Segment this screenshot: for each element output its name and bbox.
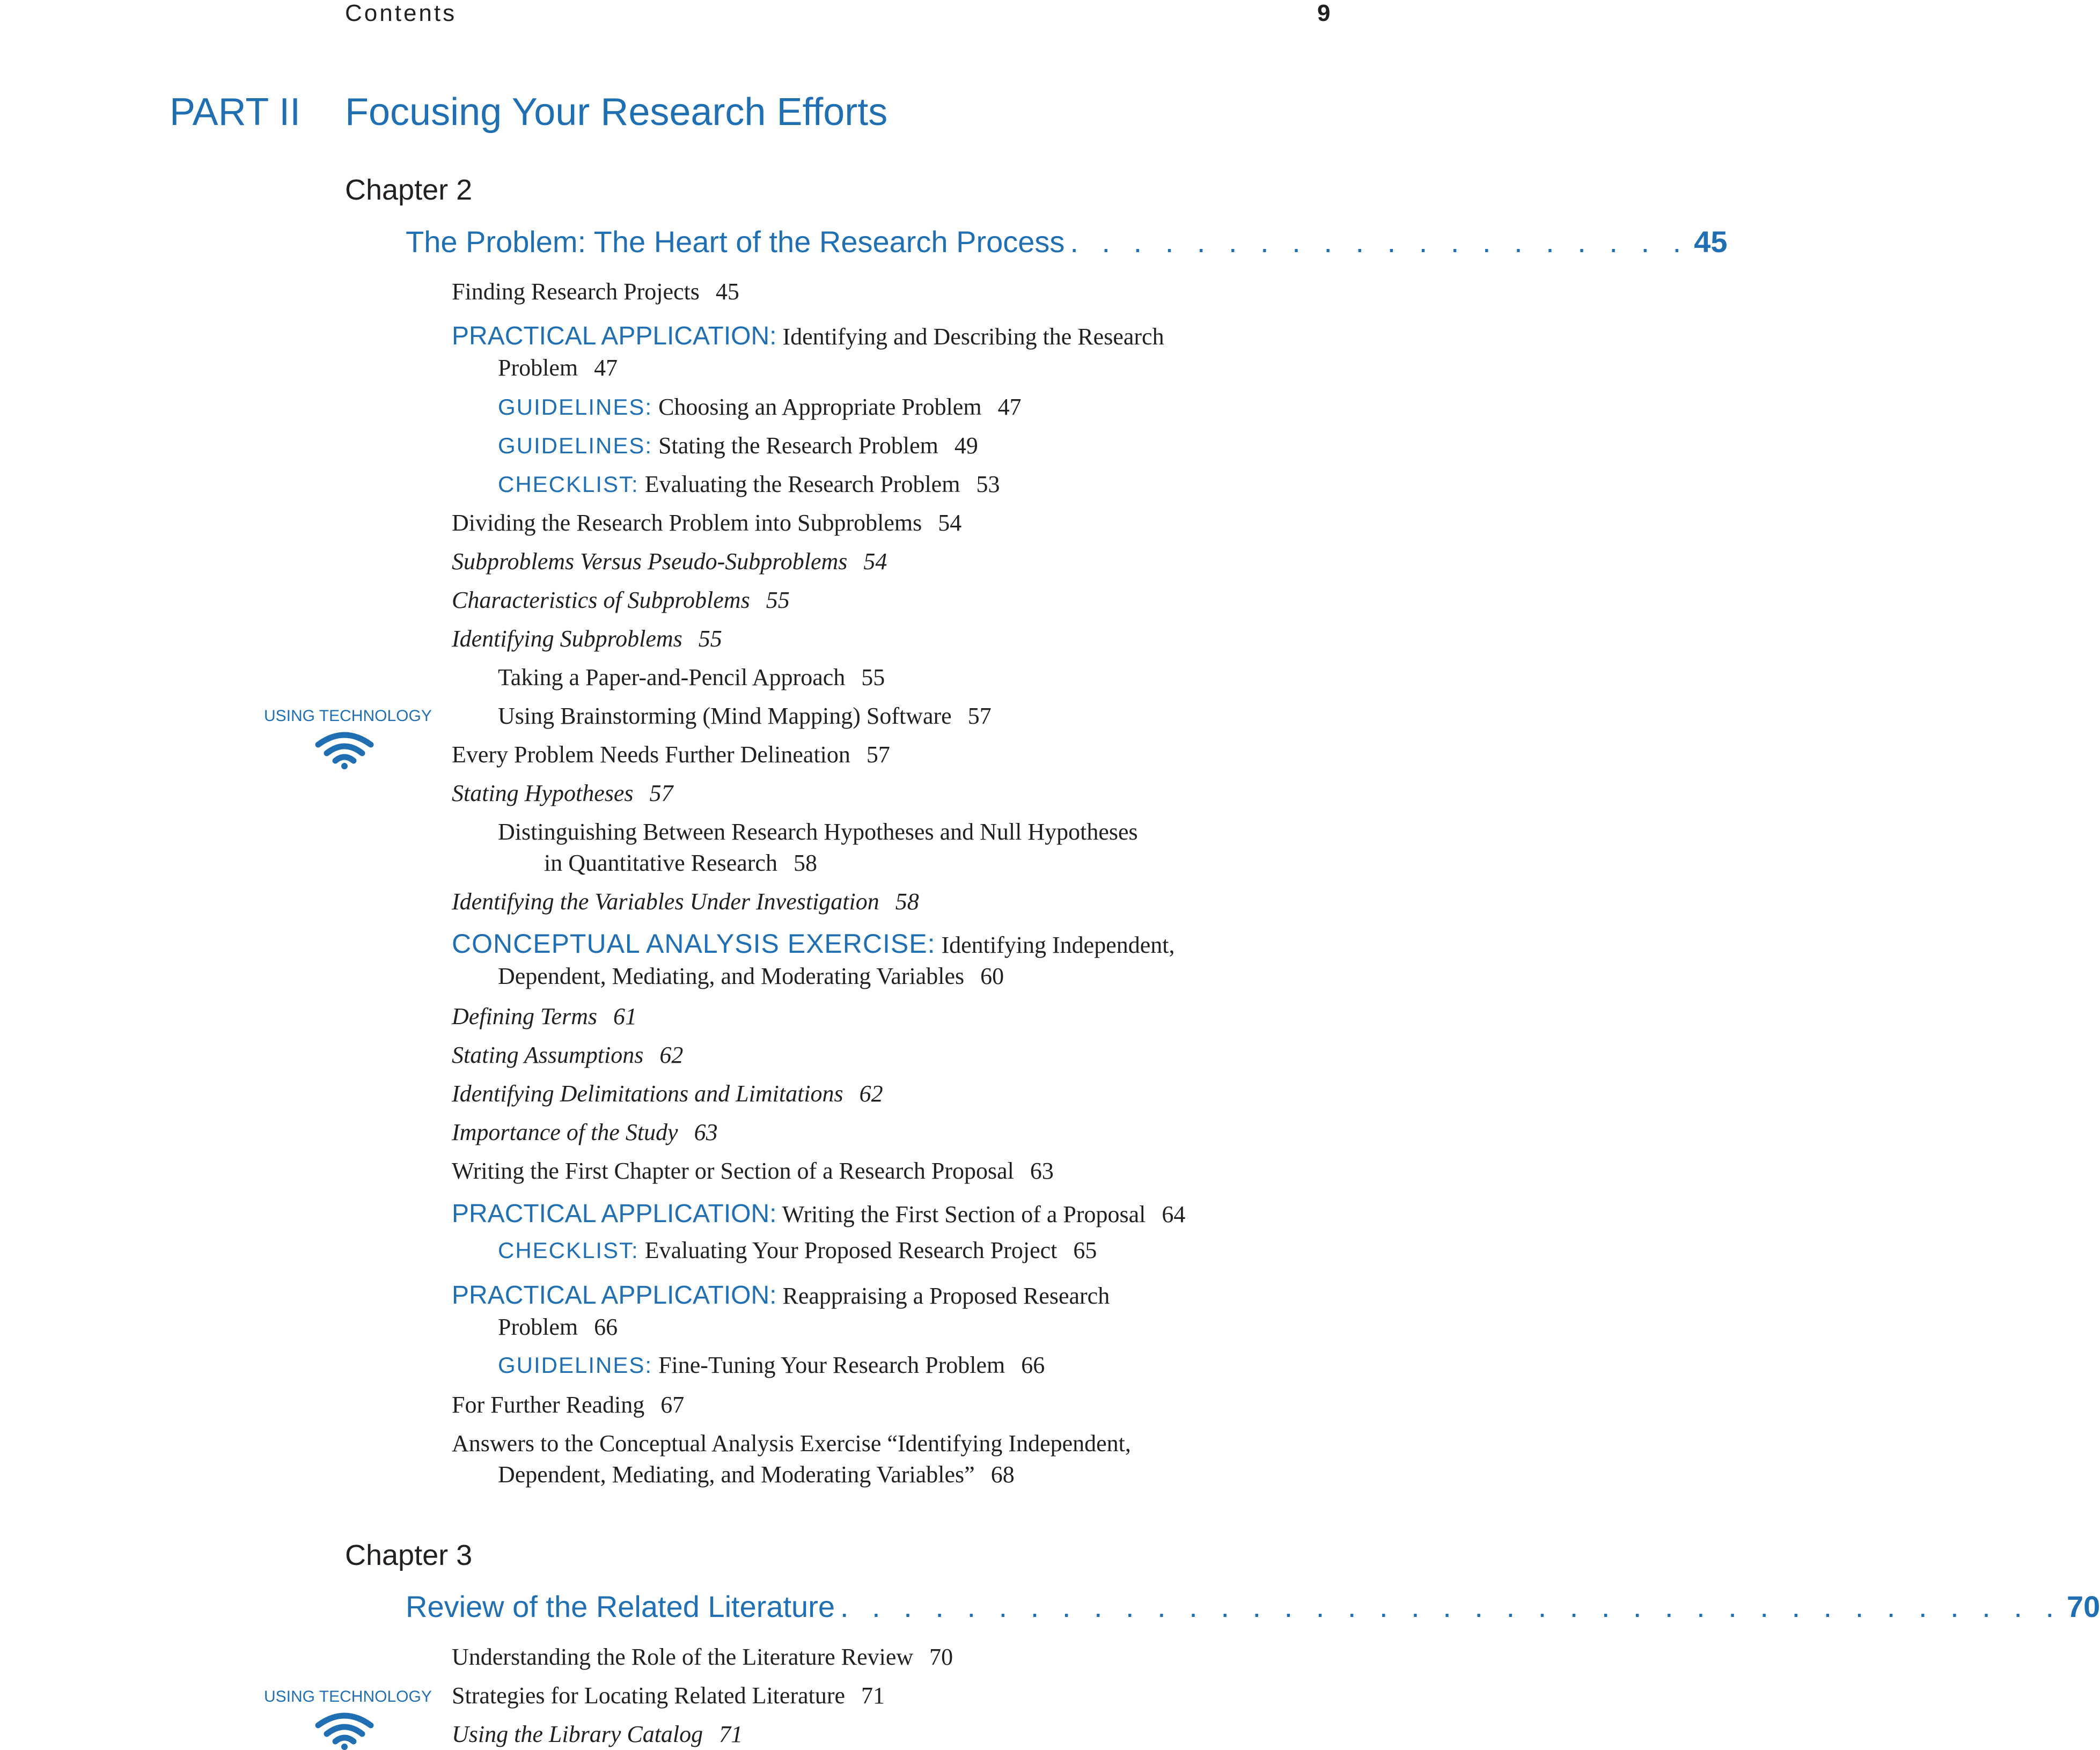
entry-text: Writing the First Section of a Proposal	[776, 1201, 1146, 1227]
toc-entry[interactable]	[452, 276, 739, 307]
toc-entry[interactable]	[498, 1235, 1097, 1266]
toc-entry[interactable]	[452, 928, 1174, 992]
chapter-3-page: 70	[2067, 1590, 2100, 1623]
toc-entry[interactable]	[452, 1280, 1110, 1343]
entry-text: Evaluating Your Proposed Research Project	[638, 1237, 1058, 1263]
practical-application-label: PRACTICAL APPLICATION:	[452, 322, 777, 350]
toc-entry[interactable]	[452, 739, 890, 770]
entry-page: 55	[861, 664, 885, 690]
entry-text: Understanding the Role of the Literature Review	[452, 1644, 914, 1670]
entry-page: 58	[895, 888, 919, 915]
chapter-2-page: 45	[1694, 225, 1728, 259]
entry-text: Importance of the Study	[452, 1119, 678, 1145]
toc-entry[interactable]	[452, 886, 919, 917]
page-number: 9	[1317, 0, 1331, 26]
chapter-3-title-row[interactable]	[406, 1589, 2100, 1624]
toc-entry[interactable]	[498, 701, 992, 732]
entry-text: Identifying the Variables Under Investigation	[452, 888, 879, 915]
entry-text: Identifying Independent,	[935, 932, 1175, 958]
entry-page: 65	[1073, 1237, 1097, 1263]
entry-page: 62	[859, 1080, 883, 1107]
entry-text: Subproblems Versus Pseudo-Subproblems	[452, 548, 848, 575]
toc-entry[interactable]	[452, 1117, 718, 1148]
toc-entry[interactable]	[452, 778, 673, 809]
toc-entry[interactable]	[452, 1198, 1185, 1230]
entry-page: 57	[649, 780, 673, 806]
entry-page: 70	[929, 1644, 953, 1670]
entry-text: Identifying and Describing the Research	[776, 323, 1164, 350]
entry-page: 62	[659, 1042, 684, 1068]
entry-text-continued: Problem	[498, 355, 578, 381]
guidelines-label: GUIDELINES:	[498, 1352, 653, 1378]
toc-entry[interactable]	[452, 321, 1164, 384]
entry-text-continued: Problem	[498, 1314, 578, 1340]
entry-text: Using the Library Catalog	[452, 1721, 703, 1747]
toc-entry[interactable]	[498, 469, 1000, 500]
entry-page: 45	[715, 278, 739, 305]
entry-page: 63	[694, 1119, 718, 1145]
entry-text-continued: Dependent, Mediating, and Moderating Variables	[498, 963, 965, 989]
entry-page: 47	[997, 394, 1022, 420]
toc-entry[interactable]	[452, 1156, 1054, 1187]
entry-page: 49	[954, 432, 978, 459]
toc-entry[interactable]	[452, 1040, 683, 1071]
entry-page: 58	[793, 850, 817, 876]
entry-page: 71	[861, 1682, 885, 1709]
entry-page: 64	[1162, 1201, 1186, 1227]
toc-entry[interactable]	[452, 1389, 684, 1421]
entry-page: 66	[594, 1314, 618, 1340]
using-technology-tag	[264, 707, 432, 769]
practical-application-label: PRACTICAL APPLICATION:	[452, 1200, 777, 1228]
entry-page: 66	[1021, 1352, 1045, 1378]
entry-text: Defining Terms	[452, 1003, 597, 1030]
using-technology-tag	[264, 1688, 432, 1750]
entry-text: Evaluating the Research Problem	[638, 471, 960, 497]
entry-page: 61	[613, 1003, 637, 1030]
practical-application-label: PRACTICAL APPLICATION:	[452, 1281, 777, 1310]
entry-text: Finding Research Projects	[452, 278, 700, 305]
guidelines-label: GUIDELINES:	[498, 394, 653, 420]
entry-text: Identifying Delimitations and Limitations	[452, 1080, 843, 1107]
entry-text: Stating Hypotheses	[452, 780, 634, 806]
entry-text: Characteristics of Subproblems	[452, 587, 750, 613]
toc-entry[interactable]	[452, 585, 790, 616]
entry-page: 54	[938, 510, 962, 536]
entry-text: Choosing an Appropriate Problem	[652, 394, 982, 420]
entry-text: Stating Assumptions	[452, 1042, 644, 1068]
toc-entry[interactable]	[452, 623, 722, 655]
toc-entry[interactable]	[452, 1642, 953, 1673]
entry-text: Distinguishing Between Research Hypotheses and Null Hypotheses	[498, 819, 1138, 845]
entry-text: Identifying Subproblems	[452, 626, 682, 652]
entry-text: Fine-Tuning Your Research Problem	[652, 1352, 1005, 1378]
entry-page: 55	[766, 587, 790, 613]
entry-text: Answers to the Conceptual Analysis Exercise “Identifying Independent,	[452, 1430, 1131, 1457]
toc-entry[interactable]	[452, 546, 887, 577]
entry-text: Stating the Research Problem	[652, 432, 938, 459]
entry-page: 47	[594, 355, 618, 381]
toc-entry[interactable]	[452, 1428, 1131, 1490]
entry-text-continued: Dependent, Mediating, and Moderating Variables”	[498, 1461, 975, 1488]
leader-dots: . . . . . . . . . . . . . . . . . . . . . . . . . . . . . . . . . . . . . . .	[840, 1590, 2062, 1623]
toc-entry[interactable]	[452, 1719, 743, 1750]
leader-dots: . . . . . . . . . . . . . . . . . . . .	[1070, 225, 1689, 259]
toc-entry[interactable]	[452, 1078, 883, 1109]
entry-text: For Further Reading	[452, 1392, 645, 1418]
entry-text: Taking a Paper-and-Pencil Approach	[498, 664, 846, 690]
toc-entry[interactable]	[498, 662, 885, 693]
guidelines-label: GUIDELINES:	[498, 433, 653, 458]
toc-entry[interactable]	[498, 817, 1138, 879]
part-title: Focusing Your Research Efforts	[345, 91, 888, 134]
entry-page: 67	[660, 1392, 685, 1418]
wifi-icon	[315, 1711, 374, 1750]
using-technology-label: USING TECHNOLOGY	[264, 1688, 432, 1705]
entry-page: 54	[863, 548, 887, 575]
entry-text: Dividing the Research Problem into Subproblems	[452, 510, 922, 536]
entry-page: 63	[1030, 1158, 1054, 1184]
entry-text: Using Brainstorming (Mind Mapping) Software	[498, 703, 952, 729]
checklist-label: CHECKLIST:	[498, 472, 639, 497]
checklist-label: CHECKLIST:	[498, 1238, 639, 1263]
entry-text: Reappraising a Proposed Research	[776, 1283, 1110, 1309]
running-head: Contents	[345, 0, 457, 26]
entry-text: Writing the First Chapter or Section of a Research Proposal	[452, 1158, 1014, 1184]
chapter-2-label: Chapter 2	[345, 174, 473, 206]
entry-text: Every Problem Needs Further Delineation	[452, 741, 850, 768]
entry-text: Strategies for Locating Related Literature	[452, 1682, 846, 1709]
toc-entry[interactable]	[452, 508, 961, 539]
entry-page: 57	[866, 741, 890, 768]
toc-entry[interactable]	[498, 392, 1022, 423]
entry-page: 57	[967, 703, 992, 729]
using-technology-label: USING TECHNOLOGY	[264, 707, 432, 725]
chapter-2-title[interactable]: The Problem: The Heart of the Research Process	[406, 225, 1065, 259]
chapter-3-label: Chapter 3	[345, 1539, 473, 1571]
chapter-2-title-row[interactable]	[406, 224, 1728, 259]
toc-entry[interactable]	[498, 1350, 1045, 1381]
entry-page: 71	[719, 1721, 743, 1747]
entry-page: 60	[980, 963, 1004, 989]
entry-page: 68	[990, 1461, 1015, 1488]
toc-entry[interactable]	[498, 430, 978, 461]
conceptual-analysis-exercise-label: CONCEPTUAL ANALYSIS EXERCISE:	[452, 929, 936, 959]
entry-page: 53	[976, 471, 1000, 497]
toc-entry[interactable]	[452, 1680, 885, 1711]
toc-entry[interactable]	[452, 1001, 637, 1032]
entry-page: 55	[698, 626, 722, 652]
chapter-3-title[interactable]: Review of the Related Literature	[406, 1590, 835, 1623]
wifi-icon	[315, 731, 374, 769]
entry-text-continued: in Quantitative Research	[544, 850, 777, 876]
part-label: PART II	[170, 91, 301, 134]
